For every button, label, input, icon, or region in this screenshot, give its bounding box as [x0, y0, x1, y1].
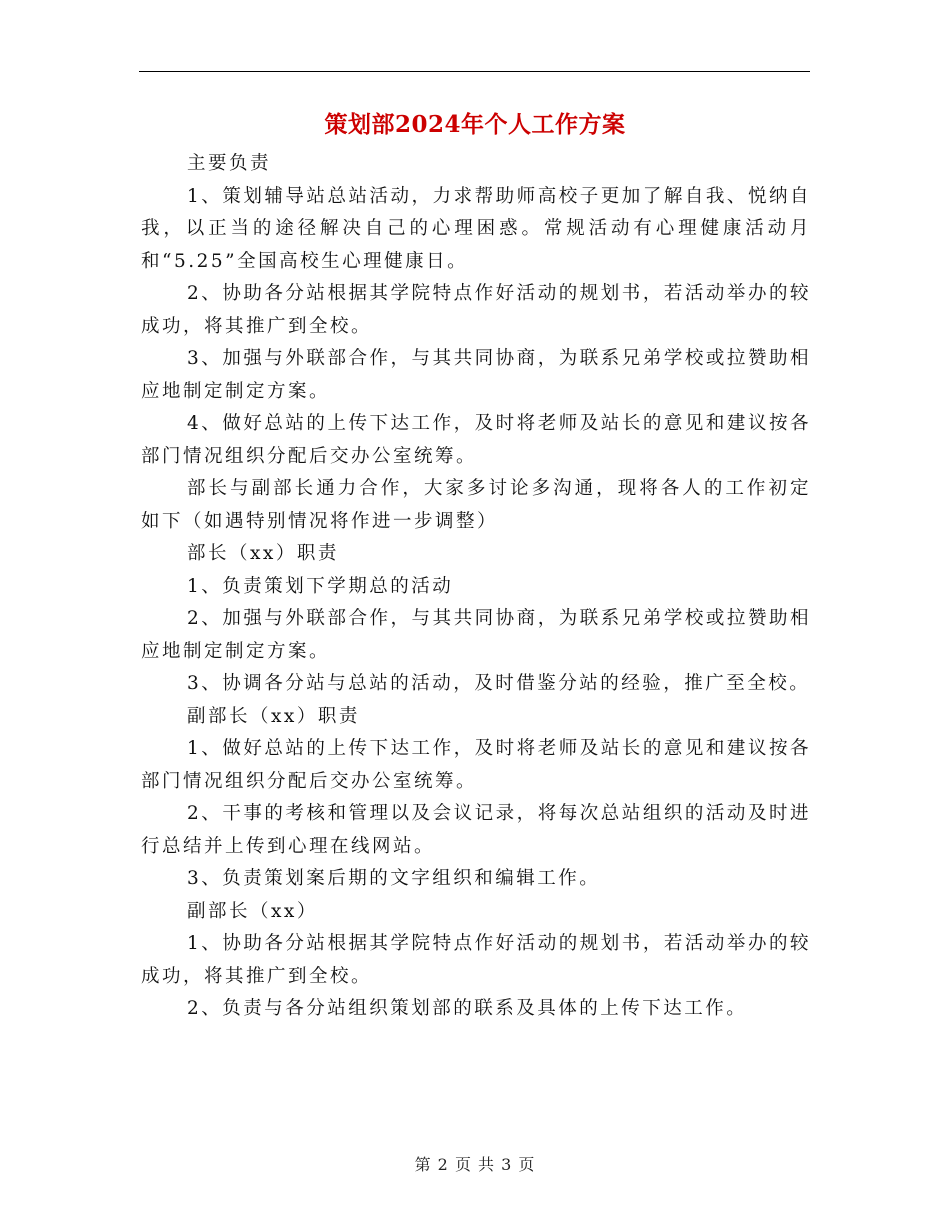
header-rule — [139, 71, 810, 72]
paragraph-main-duty-3: 3、加强与外联部合作，与其共同协商，为联系兄弟学校或拉赞助相应地制定制定方案。 — [141, 348, 811, 402]
paragraph-second-vice-minister-duty-1: 1、协助各分站根据其学院特点作好活动的规划书，若活动举办的较成功，将其推广到全校。 — [141, 933, 811, 987]
paragraph-main-duties-heading: 主要负责 — [187, 153, 272, 174]
paragraph-minister-duty-3: 3、协调各分站与总站的活动，及时借鉴分站的经验，推广至全校。 — [187, 673, 811, 694]
paragraph-main-duty-4: 4、做好总站的上传下达工作，及时将老师及站长的意见和建议按各部门情况组织分配后交办公室统筹。 — [141, 413, 811, 467]
paragraph-vice-minister-duty-2: 2、干事的考核和管理以及会议记录，将每次总站组织的活动及时进行总结并上传到心理在线网站。 — [141, 803, 811, 857]
paragraph-main-duty-1: 1、策划辅导站总站活动，力求帮助师高校子更加了解自我、悦纳自我，以正当的途径解决自己的心理困惑。常规活动有心理健康活动月和“5.25”全国高校生心理健康日。 — [141, 185, 811, 272]
paragraph-vice-minister-duty-3: 3、负责策划案后期的文字组织和编辑工作。 — [187, 868, 601, 889]
paragraph-minister-heading: 部长（xx）职责 — [187, 543, 339, 564]
paragraph-second-vice-minister-duty-2: 2、负责与各分站组织策划部的联系及具体的上传下达工作。 — [187, 998, 748, 1019]
paragraph-minister-duty-2: 2、加强与外联部合作，与其共同协商，为联系兄弟学校或拉赞助相应地制定制定方案。 — [141, 608, 811, 662]
page-number-footer: 第 2 页 共 3 页 — [414, 1155, 536, 1174]
paragraph-minister-duty-1: 1、负责策划下学期总的活动 — [187, 575, 454, 597]
document-title: 策划部2024年个人工作方案 — [324, 111, 626, 138]
paragraph-main-duty-2: 2、协助各分站根据其学院特点作好活动的规划书，若活动举办的较成功，将其推广到全校。 — [141, 283, 811, 337]
paragraph-division-intro: 部长与副部长通力合作，大家多讨论多沟通，现将各人的工作初定如下（如遇特别情况将作进一步调整） — [141, 478, 811, 532]
paragraph-second-vice-minister-heading: 副部长（xx） — [187, 900, 318, 922]
paragraph-vice-minister-heading: 副部长（xx）职责 — [187, 705, 360, 727]
document-body — [141, 148, 811, 1026]
paragraph-vice-minister-duty-1: 1、做好总站的上传下达工作，及时将老师及站长的意见和建议按各部门情况组织分配后交办公室统筹。 — [141, 738, 811, 792]
